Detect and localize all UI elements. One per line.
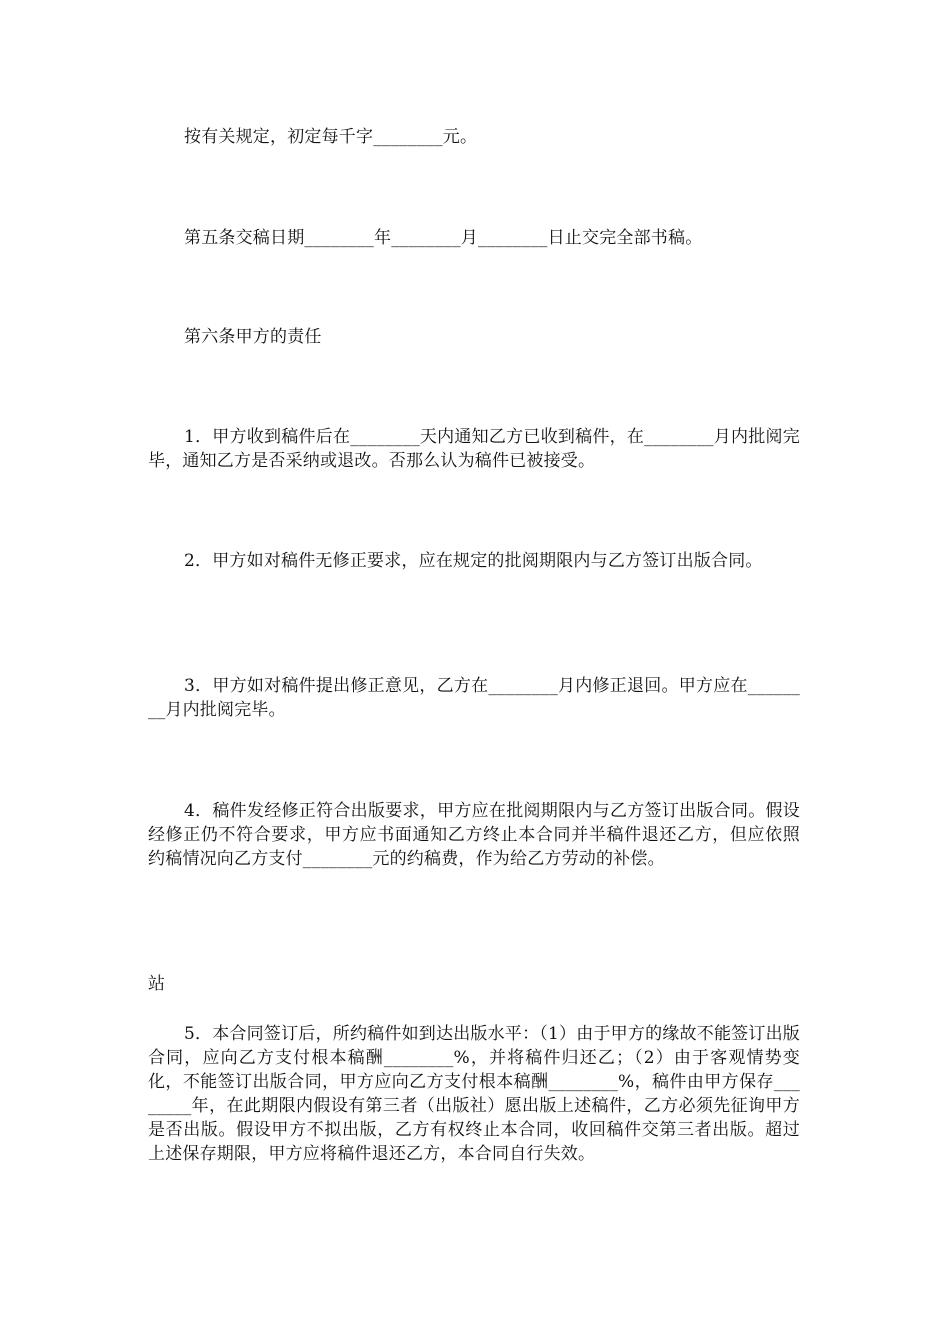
paragraph-article-6-heading: 第六条甲方的责任: [184, 327, 322, 347]
paragraph-clause-3: 3．甲方如对稿件提出修正意见，乙方在________月内修正退回。甲方应在________月内批阅完毕。: [148, 676, 800, 720]
paragraph-clause-1: 1．甲方收到稿件后在________天内通知乙方已收到稿件，在________月内批阅完毕，通知乙方是否采纳或退改。否那么认为稿件已被接受。: [148, 427, 800, 471]
paragraph-fee-rate: 按有关规定，初定每千字________元。: [184, 127, 478, 147]
paragraph-article-5-deadline: 第五条交稿日期________年________月________日止交完全部书稿。: [184, 228, 703, 248]
paragraph-clause-4: 4．稿件发经修正符合出版要求，甲方应在批阅期限内与乙方签订出版合同。假设经修正仍不符合要求，甲方应书面通知乙方终止本合同并半稿件退还乙方，但应依照约稿情况向乙方支付________元的约稿费，作为给乙方劳动的补偿。: [148, 801, 800, 869]
paragraph-clause-2: 2．甲方如对稿件无修正要求，应在规定的批阅期限内与乙方签订出版合同。: [184, 551, 763, 571]
stray-text-zhan: 站: [148, 974, 166, 994]
paragraph-clause-5: 5．本合同签订后，所约稿件如到达出版水平：（1）由于甲方的缘故不能签订出版合同，应向乙方支付根本稿酬________%，并将稿件归还乙；（2）由于客观情势变化，不能签订出版合同，甲方应向乙方支付根本稿酬________%，稿件由甲方保存________年，在此期限内假设有第三者（出版社）愿出版上述稿件，乙方必须先征询甲方是否出版。假设甲方不拟出版，乙方有权终止本合同，收回稿件交第三者出版。超过上述保存期限，甲方应将稿件退还乙方，本合同自行失效。: [148, 1024, 800, 1164]
